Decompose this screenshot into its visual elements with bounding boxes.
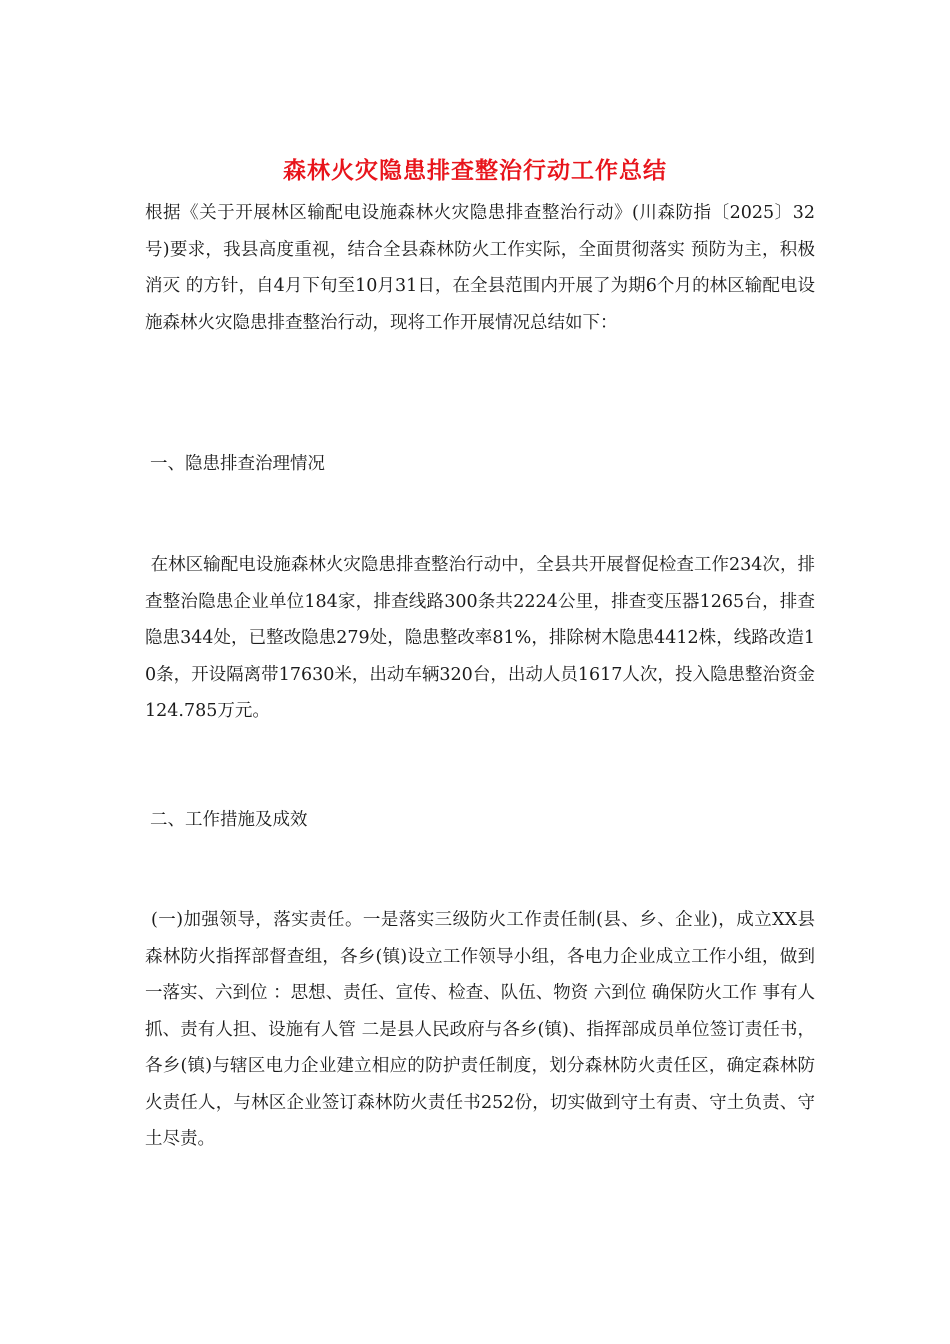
section-1-heading: 一、隐患排查治理情况	[150, 454, 325, 474]
document-title: 森林火灾隐患排查整治行动工作总结	[283, 158, 667, 184]
section-2-heading: 二、工作措施及成效	[150, 810, 308, 830]
section-2-paragraph: (一)加强领导，落实责任。一是落实三级防火工作责任制(县、乡、企业)，成立XX县森林防火指挥部督查组，各乡(镇)设立工作领导小组，各电力企业成立工作小组，做到 一落实、六到位 ：思想、责任、宣传、检查、队伍、物资 六到位 确保防火工作 事有人抓、责有人担、设施有人管 二是县人民政府与各乡(镇)、指挥部成员单位签订责任书，各乡(镇)与辖区电力企业建立相应的防护责任制度，划分森林防火责任区，确定森林防火责任人，与林区企业签订森林防火责任书252份，切实做到守土有责、守土负责、守土尽责。	[145, 910, 821, 1149]
section-1-paragraph: 在林区输配电设施森林火灾隐患排查整治行动中，全县共开展督促检查工作234次，排查整治隐患企业单位184家，排查线路300条共2224公里，排查变压器1265台，排查隐患344处，已整改隐患279处，隐患整改率81%，排除树木隐患4412株，线路改造10条，开设隔离带17630米，出动车辆320台，出动人员1617人次，投入隐患整治资金124.785万元。	[145, 555, 815, 721]
intro-paragraph: 根据《关于开展林区输配电设施森林火灾隐患排查整治行动》(川森防指〔2025〕32号)要求，我县高度重视，结合全县森林防火工作实际，全面贯彻落实 预防为主，积极消灭 的方针，自4月下旬至10月31日，在全县范围内开展了为期6个月的林区输配电设施森林火灾隐患排查整治行动，现将工作开展情况总结如下：	[145, 203, 815, 333]
